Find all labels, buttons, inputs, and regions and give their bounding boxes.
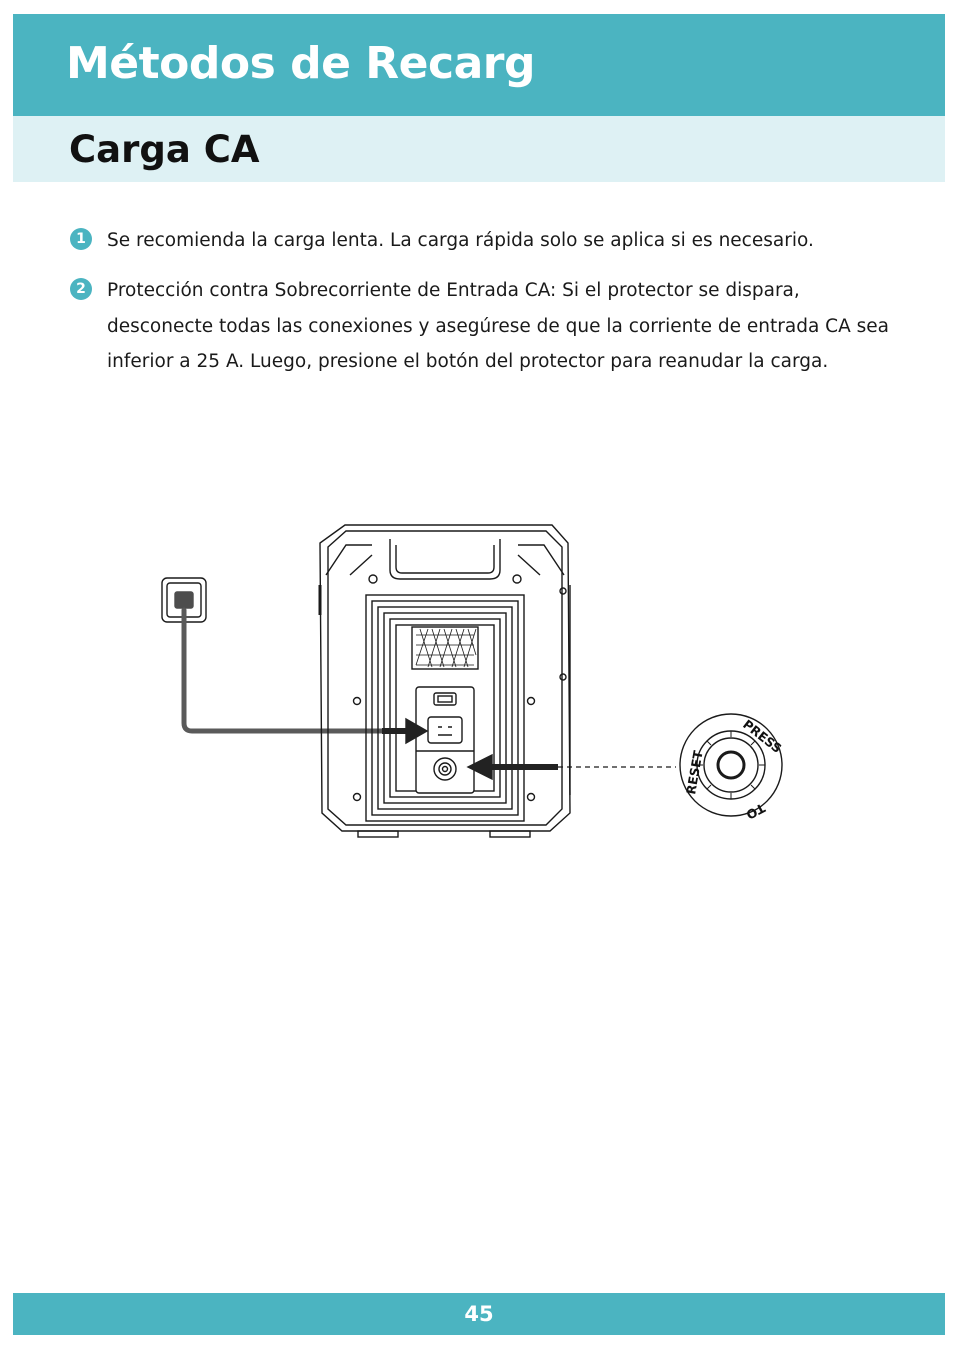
power-station-icon [320, 525, 570, 837]
note-item [70, 273, 890, 380]
note-number-badge: 2 [70, 278, 92, 300]
to-label: TO [743, 800, 768, 823]
header-band [13, 14, 945, 116]
page-title: Métodos de Recarg [66, 38, 535, 89]
reset-label: RESET [683, 749, 706, 796]
section-band [13, 116, 945, 182]
note-number-badge: 1 [70, 228, 92, 250]
note-text: Se recomienda la carga lenta. La carga rápida solo se aplica si es necesario. [107, 230, 814, 251]
page-number: 45 [464, 1302, 494, 1326]
note-text: Protección contra Sobrecorriente de Entrada CA: Si el protector se dispara, desconecte todas las conexiones y asegúrese de que la corriente de entrada CA sea inferior a 25 A. Luego, presione el botón del protector para reanudar la carga. [107, 280, 889, 372]
charging-cable-icon [184, 610, 385, 731]
footer-band [13, 1293, 945, 1335]
press-label: PRESS [740, 716, 785, 756]
ac-charging-illustration [150, 515, 800, 845]
note-item [70, 223, 890, 259]
section-title: Carga CA [69, 128, 260, 171]
